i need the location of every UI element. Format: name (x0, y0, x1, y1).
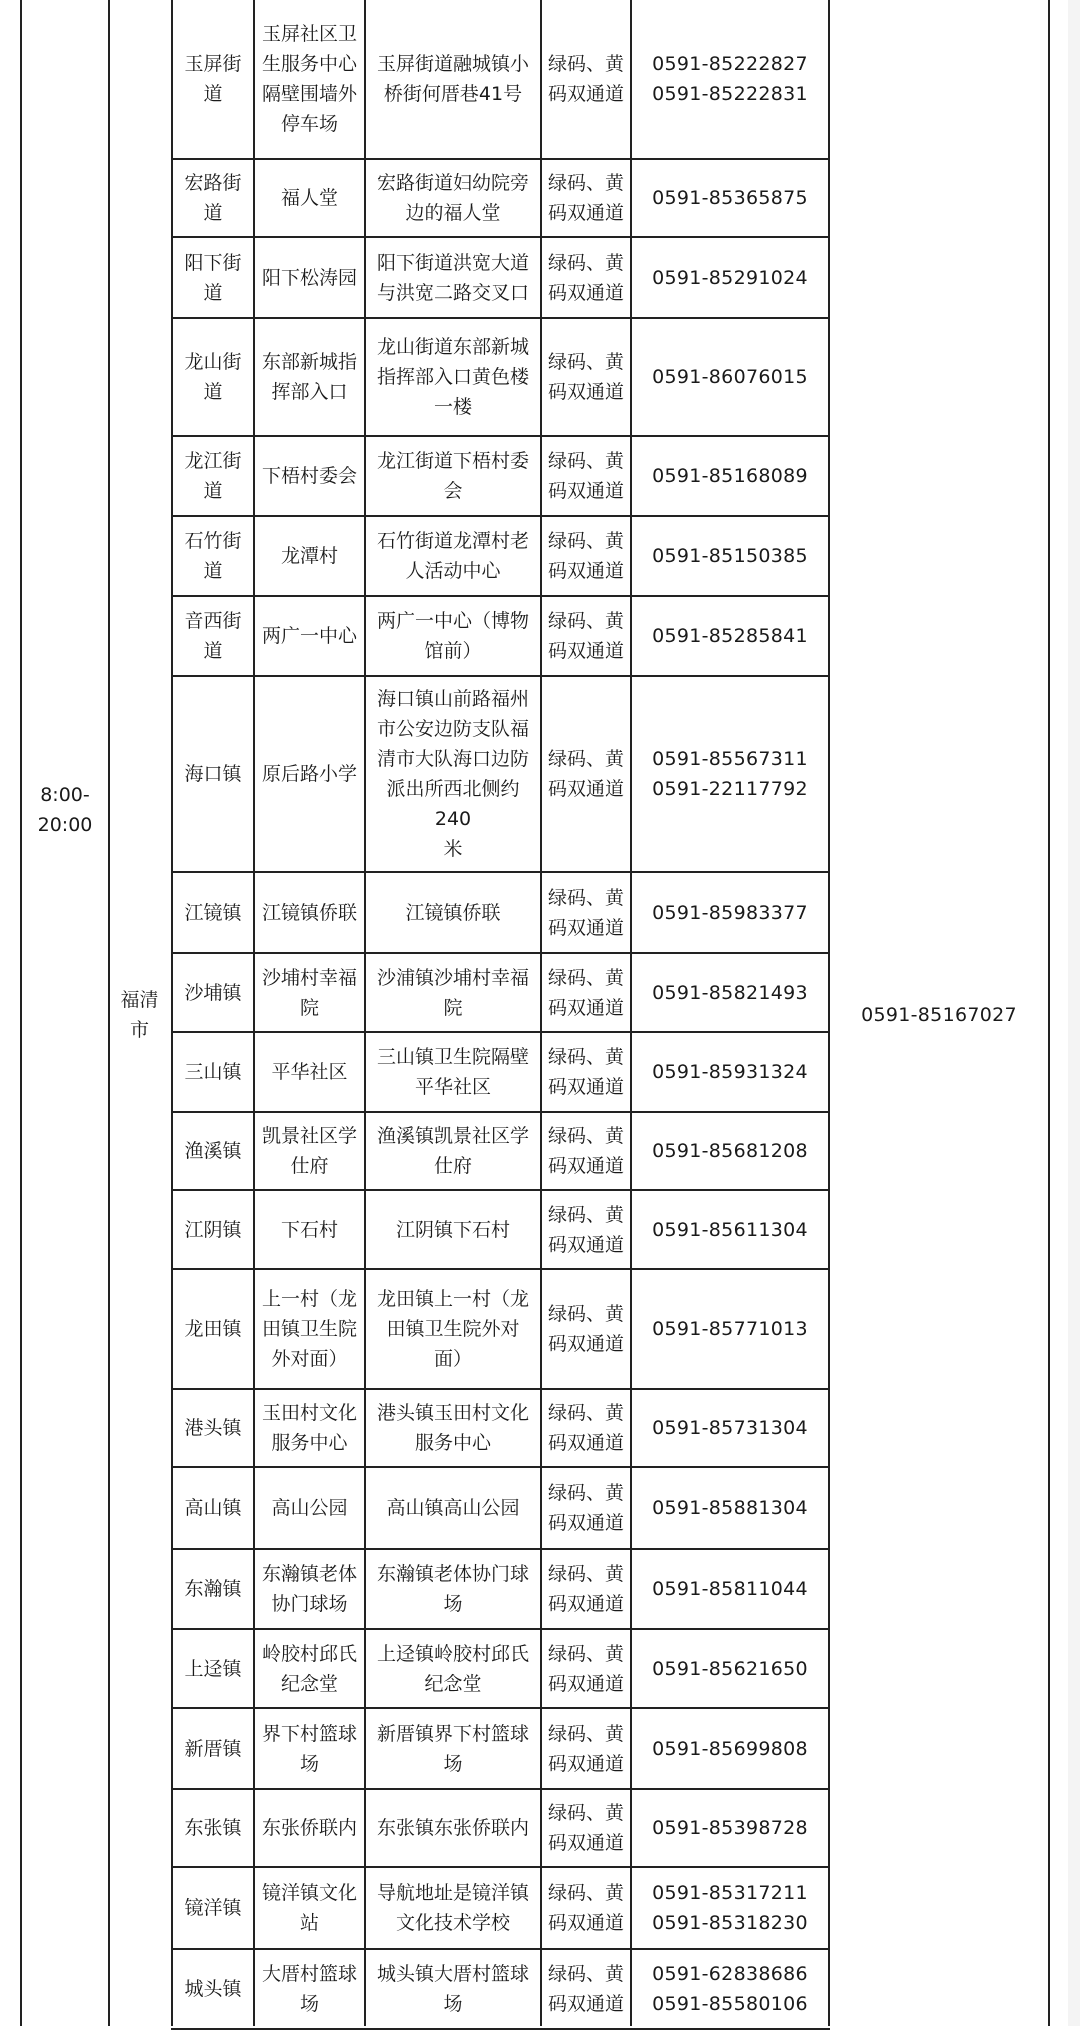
table-cell-type: 绿码、黄 码双通道 (547, 886, 624, 939)
table-cell-town: 港头镇 (184, 1417, 242, 1439)
table-cell-addr: 玉屏街道融城镇小 桥街何厝巷41号 (376, 53, 529, 105)
table-cell-phone: 0591-85567311 0591-22117792 (652, 748, 808, 800)
table-cell-addr: 渔溪镇凯景社区学 仕府 (376, 1125, 529, 1177)
table-cell-town: 玉屏街道 (184, 53, 242, 105)
table-cell-site: 东部新城指 挥部入口 (261, 351, 357, 403)
table-cell-addr: 沙浦镇沙埔村幸福 院 (376, 966, 529, 1019)
table-cell-addr: 城头镇大厝村篮球 场 (376, 1963, 529, 2015)
table-cell-phone: 0591-85699808 (652, 1737, 808, 1760)
table-cell-type: 绿码、黄 码双通道 (547, 1482, 624, 1534)
table-cell-addr: 港头镇玉田村文化 服务中心 (376, 1402, 529, 1454)
table-cell-phone: 0591-85931324 (652, 1061, 808, 1083)
table-cell-phone: 0591-85317211 0591-85318230 (652, 1882, 808, 1934)
table-cell-town: 龙山街道 (184, 351, 242, 403)
table-cell-addr: 江阴镇下石村 (395, 1218, 510, 1241)
table-cell-site: 江镜镇侨联 (261, 901, 357, 924)
table-cell-town: 新厝镇 (184, 1737, 242, 1760)
table-cell-type: 绿码、黄 码双通道 (547, 610, 624, 662)
table-cell-phone: 0591-85168089 (652, 465, 808, 487)
table-cell-town: 东瀚镇 (184, 1578, 242, 1600)
table-cell-site: 东瀚镇老体 协门球场 (261, 1563, 357, 1615)
table-cell-site: 龙潭村 (280, 545, 338, 567)
table-cell-phone: 0591-85621650 (652, 1657, 808, 1680)
table-cell-type: 绿码、黄 码双通道 (547, 1203, 624, 1256)
table-cell-site: 高山公园 (271, 1497, 348, 1519)
table-cell-addr: 龙田镇上一村（龙 田镇卫生院外对 面） (376, 1288, 529, 1370)
table-cell-type: 绿码、黄 码双通道 (547, 53, 624, 105)
table-border (1048, 0, 1050, 2026)
hotline-cell: 0591-85167027 (861, 1004, 1017, 1026)
page-edge (1068, 0, 1080, 2026)
table-cell-town: 阳下街道 (184, 251, 242, 304)
table-cell-site: 下石村 (280, 1218, 338, 1241)
table-cell-town: 镜洋镇 (184, 1897, 242, 1919)
table-cell-addr: 高山镇高山公园 (386, 1497, 520, 1519)
table-cell-type: 绿码、黄 码双通道 (547, 530, 624, 582)
city-cell: 福清市 (120, 989, 159, 1041)
table-cell-site: 沙埔村幸福 院 (261, 966, 357, 1019)
table-cell-town: 音西街道 (184, 610, 242, 662)
table-cell-type: 绿码、黄 码双通道 (547, 1046, 624, 1098)
table-cell-town: 渔溪镇 (184, 1140, 242, 1162)
table-cell-phone: 0591-62838686 0591-85580106 (652, 1963, 808, 2015)
table-cell-town: 海口镇 (184, 763, 242, 785)
table-cell-addr: 三山镇卫生院隔壁 平华社区 (376, 1046, 529, 1098)
table-cell-type: 绿码、黄 码双通道 (547, 1402, 624, 1454)
table-cell-addr: 阳下街道洪宽大道 与洪宽二路交叉口 (376, 251, 529, 304)
table-cell-site: 界下村篮球 场 (261, 1722, 357, 1775)
table-cell-phone: 0591-85398728 (652, 1817, 808, 1839)
table-cell-type: 绿码、黄 码双通道 (547, 1563, 624, 1615)
table-cell-site: 玉屏社区卫 生服务中心 隔壁围墙外 停车场 (261, 23, 357, 135)
table-cell-town: 三山镇 (184, 1061, 242, 1083)
table-cell-town: 宏路街道 (184, 172, 242, 224)
table-cell-phone: 0591-85365875 (652, 187, 808, 209)
table-cell-type: 绿码、黄 码双通道 (547, 1802, 624, 1854)
table-cell-addr: 两广一中心（博物 馆前） (376, 610, 529, 662)
table-cell-type: 绿码、黄 码双通道 (547, 251, 624, 304)
table-cell-phone: 0591-85983377 (652, 901, 808, 924)
table-cell-addr: 龙山街道东部新城 指挥部入口黄色楼 一楼 (376, 336, 529, 418)
table-cell-type: 绿码、黄 码双通道 (547, 1963, 624, 2015)
table-cell-type: 绿码、黄 码双通道 (547, 1642, 624, 1695)
table-cell-type: 绿码、黄 码双通道 (547, 1722, 624, 1775)
table-cell-site: 原后路小学 (261, 763, 357, 785)
table-cell-town: 东张镇 (184, 1817, 242, 1839)
table-cell-town: 龙田镇 (184, 1318, 242, 1340)
table-cell-addr: 石竹街道龙潭村老 人活动中心 (376, 530, 529, 582)
table-cell-site: 阳下松涛园 (261, 266, 357, 289)
table-cell-type: 绿码、黄 码双通道 (547, 748, 624, 800)
table-cell-phone: 0591-85881304 (652, 1497, 808, 1519)
table-cell-phone: 0591-85291024 (652, 266, 808, 289)
table-cell-addr: 东张镇东张侨联内 (376, 1817, 529, 1839)
table-cell-site: 两广一中心 (261, 625, 357, 647)
table-cell-addr: 龙江街道下梧村委 会 (376, 450, 529, 502)
table-cell-phone: 0591-85611304 (652, 1218, 808, 1241)
table-cell-town: 高山镇 (184, 1497, 242, 1519)
table-cell-site: 上一村（龙 田镇卫生院 外对面） (261, 1288, 357, 1370)
table-cell-phone: 0591-85222827 0591-85222831 (652, 53, 808, 105)
table-cell-type: 绿码、黄 码双通道 (547, 172, 624, 224)
table-cell-site: 镜洋镇文化 站 (261, 1882, 357, 1934)
table-cell-phone: 0591-85150385 (652, 545, 808, 567)
time-cell: 8:00- 20:00 (37, 784, 93, 836)
table-cell-phone: 0591-86076015 (652, 366, 808, 388)
table-cell-phone: 0591-85681208 (652, 1140, 808, 1162)
table-cell-site: 大厝村篮球 场 (261, 1963, 357, 2015)
table-cell-type: 绿码、黄 码双通道 (547, 1303, 624, 1355)
table-cell-site: 东张侨联内 (261, 1817, 357, 1839)
table-cell-site: 凯景社区学 仕府 (261, 1125, 357, 1177)
table-cell-site: 平华社区 (271, 1061, 348, 1083)
table-cell-town: 江镜镇 (184, 901, 242, 924)
table-cell-town: 石竹街道 (184, 530, 242, 582)
table-cell-addr: 江镜镇侨联 (405, 901, 501, 924)
table-cell-site: 福人堂 (280, 187, 338, 209)
table-cell-type: 绿码、黄 码双通道 (547, 450, 624, 502)
table-cell-phone: 0591-85771013 (652, 1318, 808, 1340)
table-cell-town: 城头镇 (184, 1978, 242, 2000)
table-cell-addr: 新厝镇界下村篮球 场 (376, 1722, 529, 1775)
table-cell-phone: 0591-85285841 (652, 625, 808, 647)
table-cell-site: 玉田村文化 服务中心 (261, 1402, 357, 1454)
table-cell-addr: 海口镇山前路福州 市公安边防支队福 清市大队海口边防 派出所西北侧约240 米 (376, 688, 529, 860)
table-cell-addr: 导航地址是镜洋镇 文化技术学校 (376, 1882, 529, 1934)
table-cell-town: 龙江街道 (184, 450, 242, 502)
table-cell-town: 上迳镇 (184, 1657, 242, 1680)
table-cell-town: 沙埔镇 (184, 981, 242, 1004)
table-cell-site: 岭胶村邱氏 纪念堂 (261, 1642, 357, 1695)
table-cell-phone: 0591-85821493 (652, 981, 808, 1004)
table-cell-addr: 上迳镇岭胶村邱氏 纪念堂 (376, 1642, 529, 1695)
table-cell-type: 绿码、黄 码双通道 (547, 1882, 624, 1934)
table-cell-site: 下梧村委会 (261, 465, 357, 487)
table-cell-phone: 0591-85811044 (652, 1578, 808, 1600)
table-cell-phone: 0591-85731304 (652, 1417, 808, 1439)
table-cell-type: 绿码、黄 码双通道 (547, 966, 624, 1019)
table-border (20, 0, 22, 2026)
table-cell-type: 绿码、黄 码双通道 (547, 1125, 624, 1177)
table-cell-type: 绿码、黄 码双通道 (547, 351, 624, 403)
table-cell-town: 江阴镇 (184, 1218, 242, 1241)
table-cell-addr: 东瀚镇老体协门球 场 (376, 1563, 529, 1615)
table-cell-addr: 宏路街道妇幼院旁 边的福人堂 (376, 172, 529, 224)
